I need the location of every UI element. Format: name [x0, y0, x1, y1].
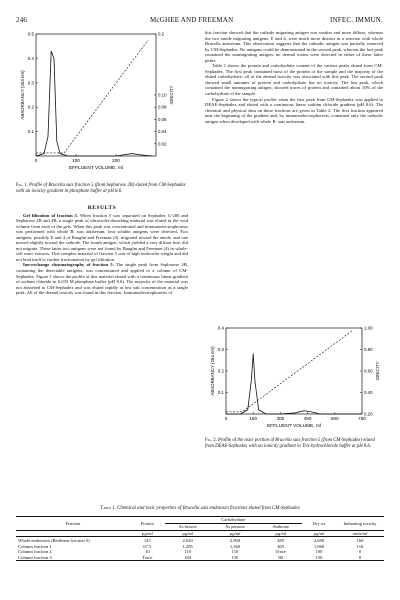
- figure-1-label: Fig. 1.: [16, 183, 28, 188]
- table-cell-anthrone: Trace: [275, 549, 286, 555]
- y2-tick-label: 0.40: [364, 390, 373, 395]
- x-tick-label: 750: [358, 416, 366, 421]
- x-tick-label: 200: [112, 158, 120, 163]
- y2-tick-label: 0.02: [158, 141, 167, 147]
- table-cell-as-hexose: 2,620: [182, 537, 193, 543]
- table-cell-as-pentose: 1,360: [229, 543, 241, 549]
- table-cell-dry-wt: 2,690: [313, 537, 325, 543]
- table-cell-as-pentose: 2,900: [229, 537, 241, 543]
- table-cell-protein: 145: [143, 537, 151, 543]
- y2-tick-label: 0.20: [364, 411, 373, 417]
- unit-dry-wt: µg/ml: [313, 530, 325, 536]
- y2-tick-label: 1.00: [364, 325, 373, 331]
- table-cell-fraction: Column fraction 1: [18, 543, 52, 549]
- table-1-title: [16, 506, 384, 511]
- y2-tick-label: 0.80: [364, 347, 373, 352]
- ion-exchange-runin: Ion-exchange chromatography of fraction 5.: [23, 262, 114, 268]
- x-tick-label: 600: [330, 416, 339, 421]
- figure-1-chart: [10, 28, 190, 180]
- running-head-journal: INFEC. IMMUN.: [330, 16, 383, 24]
- col-anthrone: Anthrone: [272, 524, 289, 530]
- table-cell-protein: 67.5: [143, 543, 152, 549]
- table-cell-as-pentose: 150: [231, 555, 239, 561]
- ionicity-gradient-line: [226, 330, 353, 412]
- y-tick-label: 0.2: [27, 104, 34, 110]
- y-tick-label: 0.2: [217, 368, 224, 374]
- absorbancy-line: [36, 51, 152, 156]
- col-dry-wt: Dry wt: [312, 520, 326, 526]
- y-tick-label: 0.4: [27, 55, 34, 61]
- x-axis-label: EFFLUENT VOLUME, ml: [68, 166, 124, 171]
- table-1-label: Table 1.: [100, 506, 116, 511]
- table-cell-toxicity: 160: [356, 537, 364, 543]
- table-cell-toxicity: 0: [358, 549, 362, 555]
- plot-frame: [226, 328, 362, 414]
- y2-axis-label: IONICITY: [375, 361, 380, 381]
- y-tick-label: 0.1: [217, 390, 224, 395]
- left-paragraph-2-text: The single peak from Sepharose 2B, containing the detectable antigens, was concentrated and applied to a column of CM-Sephadex. Figure 1 shows the profile of this material eluted with a continuous linear gradient of sodium chloride in 0.033 M phosphate buffer (pH 8.6). The majority of the material was not absorbed to CM-Sephadex and was eluted rapidly at low salt concentration as a single peak. All of the dermal toxicity was found in this fraction. Immunoelectrophoresis of: [16, 262, 188, 296]
- table-cell-protein: 10: [145, 549, 150, 555]
- table-cell-dry-wt: 150: [315, 555, 323, 561]
- y2-tick-label: 0.04: [158, 129, 167, 135]
- gel-filtration-runin: Gel filtration of fraction 5.: [23, 212, 78, 218]
- ionicity-gradient-line: [36, 40, 148, 153]
- y2-tick-label: 0.06: [158, 116, 167, 122]
- unit-pentose: µg/ml: [229, 530, 241, 536]
- figure-1-caption-text: Profile of Brucella suis fraction 5 (from Sepharose 2B) eluted from CM-Sephadex with an ionicity gradient in phosphate buffer at pH 8.6.: [16, 183, 186, 194]
- table-cell-toxicity: 116: [356, 543, 364, 549]
- plot-frame: [36, 34, 156, 156]
- figure-1-caption: [16, 183, 188, 194]
- absorbancy-line: [226, 354, 362, 414]
- y-tick-label: 0.5: [27, 31, 34, 37]
- running-head-authors: McGHEE AND FREEMAN: [150, 16, 234, 24]
- col-as-hexose: As hexose: [178, 524, 197, 530]
- table-cell-dry-wt: 1,960: [313, 543, 325, 549]
- y-tick-label: 0.1: [27, 129, 34, 135]
- x-tick-label: 150: [249, 416, 258, 421]
- x-tick-label: 100: [72, 158, 80, 163]
- table-1-grid: [16, 516, 384, 561]
- table-row: [16, 555, 384, 561]
- left-paragraph-1-text: When fraction 5 was separated on Sephadex G-200 and Sepharose 2B and 4B, a single peak of ultraviolet-absorbing material was eluted in the void volume from each of the gels. When this peak was concentrated and immunoelectrophoresis was performed with whole B. suis antiserum, four soluble antigens were detected. Two antigens, possibly E and 4 of Baughn and Freeman (4), migrated toward the anode, and one moved slightly toward the cathode. The fourth antigen, which yielded a very diffuse line, did not migrate. These latter two antigens were not found by Baughn and Freeman (4) in whole-cell sonic extracts. This complex material of fraction 5 was of high molecular weight and did not lend itself to further fractionation by gel filtration.: [16, 212, 188, 262]
- units-blank: [16, 530, 130, 537]
- col-fraction: Fraction: [65, 520, 81, 526]
- table-cell-protein: Trace: [142, 555, 153, 561]
- table-cell-fraction: Column fraction 3: [18, 555, 52, 561]
- figure-2-chart: [200, 323, 390, 435]
- right-paragraph-2: Table 1 shows the protein and carbohydrate content of the various peaks eluted from CM-Sephadex. The first peak contained most of the protein of the sample and the majority of the eluted carbohydrate; all of the dermal toxicity was associated with this peak. The second peak showed small amounts of protein and carbohydrate but no toxicity. The last peak, which contained the nonmigrating antigen, showed traces of protein and contained about 10% of the carbohydrate of the sample.: [205, 63, 383, 97]
- x-tick-label: 0: [224, 416, 228, 421]
- table-cell-fraction: Whole endotoxin (Redfearn fraction 5): [18, 537, 90, 543]
- figure-2-caption: [205, 438, 383, 449]
- table-cell-fraction: Column fraction 2: [18, 549, 52, 555]
- figure-2-label: Fig. 2.: [205, 438, 217, 443]
- y2-tick-label: 0.10: [158, 92, 167, 98]
- col-carbohydrate: Carbohydrate: [165, 517, 302, 524]
- table-cell-as-pentose: 110: [231, 549, 239, 555]
- results-heading: RESULTS: [87, 205, 117, 211]
- right-paragraph-1: this fraction showed that the cathode migrating antigen was weaker and more diffuse, whereas the two anode migrating antigens, E and 4, were much more distinct in a reaction with whole Brucella antiserum. This observation suggests that the cathodic antigen was partially removed by CM-Sephadex. No antigens could be demonstrated in the second peak, whereas the last peak contained the nonmigrating antigen; no dermal toxins were detected in either of these latter peaks.: [205, 30, 383, 63]
- x-tick-label: 300: [276, 416, 285, 421]
- page-number: 246: [16, 16, 28, 24]
- unit-toxicity: units/ml: [352, 530, 368, 536]
- table-cell-anthrone: 80: [278, 555, 283, 561]
- y2-tick-label: 0.08: [158, 104, 167, 110]
- col-as-pentose: As pentose: [225, 524, 245, 530]
- col-toxicity: Indurating toxicity: [343, 520, 377, 526]
- table-cell-anthrone: 405: [277, 543, 285, 549]
- x-tick-label: 450: [303, 416, 312, 421]
- unit-protein: µg/ml: [141, 530, 153, 536]
- figure-2-caption-text: Profile of the toxic portion of Brucella suis fraction 5 (from CM-Sephadex) eluted from DEAE-Sephadex with an ionicity gradient in Tris-hydrochloride buffer at pH 8.6.: [205, 438, 375, 449]
- table-cell-anthrone: 485: [277, 537, 285, 543]
- y2-tick-label: 0.2: [158, 31, 165, 37]
- left-paragraph-2: [16, 262, 188, 295]
- y-axis-label: ABSORBANCY (254 nm): [20, 70, 25, 120]
- unit-hexose: µg/ml: [182, 530, 194, 536]
- table-cell-as-hexose: 184: [184, 555, 192, 561]
- unit-anthrone: µg/ml: [275, 530, 287, 536]
- y2-axis-label: IONICITY: [169, 85, 174, 105]
- table-1: [16, 516, 384, 561]
- right-column: [205, 30, 383, 124]
- left-paragraph-1: [16, 213, 188, 263]
- y-axis-label: ABSORBANCY (254 nm): [210, 346, 215, 396]
- x-tick-label: 0: [34, 158, 38, 163]
- y-tick-label: 0.3: [27, 80, 34, 86]
- table-cell-as-hexose: 110: [184, 549, 192, 555]
- col-protein: Protein: [140, 520, 154, 526]
- y-tick-label: 0.3: [217, 347, 224, 352]
- table-cell-as-hexose: 1,295: [182, 543, 193, 549]
- right-paragraph-3: Figure 2 shows the typical profile when the first peak from CM-Sephadex was applied to DEAE-Sephadex and eluted with a continuous linear sodium chloride gradient (pH 8.6). The chemical and physical data on these fractions are given in Table 2. The first fraction appeared near the beginning of the gradient and, by immunoelectrophoresis, contained only the cathodic antigen when developed with whole B. suis antiserum.: [205, 96, 383, 124]
- x-axis-label: EFFLUENT VOLUME, ml: [266, 424, 322, 429]
- table-1-title-text: Chemical and toxic properties of Brucella suis endotoxin fractions eluted from CM-Sephadex: [117, 506, 300, 511]
- table-cell-toxicity: 0: [358, 555, 362, 561]
- y-tick-label: 0.4: [217, 325, 224, 331]
- left-column: [16, 204, 188, 296]
- table-cell-dry-wt: 100: [315, 549, 323, 555]
- y2-tick-label: 0.60: [364, 368, 373, 374]
